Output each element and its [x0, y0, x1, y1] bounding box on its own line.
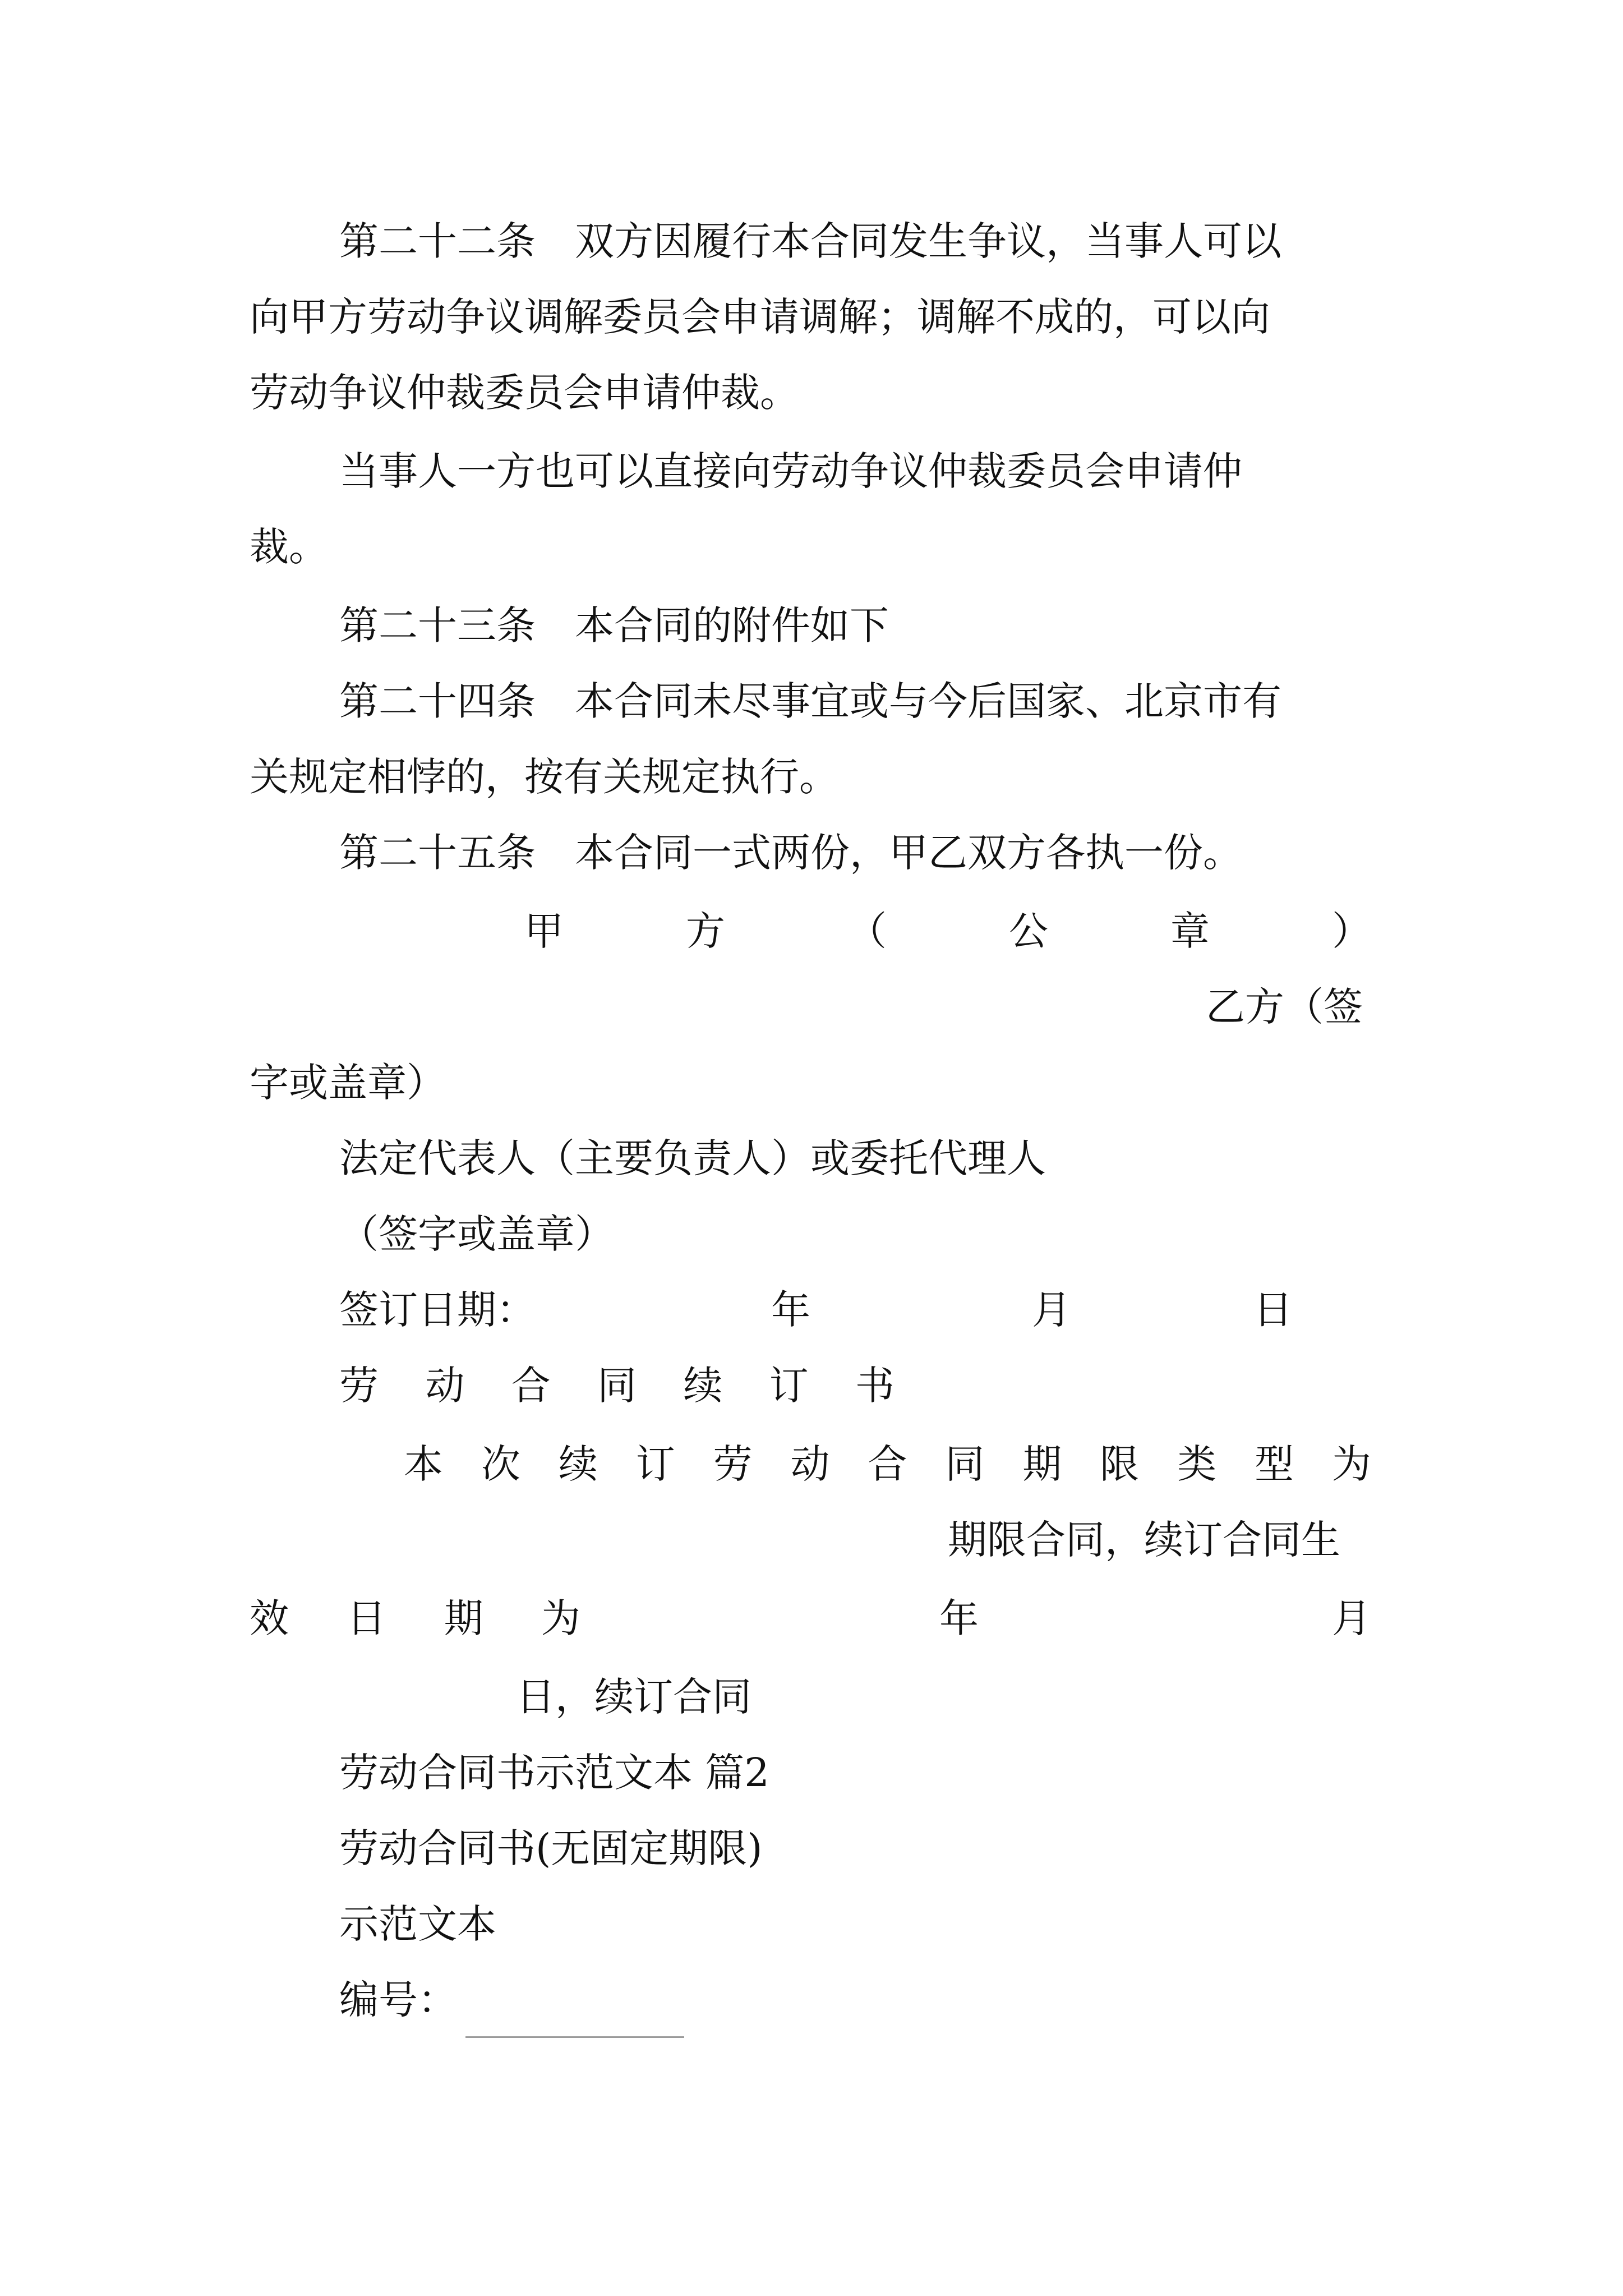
- renewal-title-char: 动: [425, 1363, 465, 1409]
- party-b-signature-line-1: 乙方（签: [1206, 984, 1363, 1030]
- article-24-line-2: 关规定相悖的，按有关规定执行。: [250, 754, 838, 800]
- renewal-type-char: 型: [1254, 1441, 1294, 1487]
- party-a-char: 甲: [524, 908, 564, 954]
- party-a-char: 章: [1170, 908, 1210, 954]
- renewal-type-char: 为: [1331, 1441, 1371, 1487]
- article-22-line-3: 劳动争议仲裁委员会申请仲裁。: [250, 370, 799, 416]
- renewal-effective-date-label: [250, 1593, 580, 1644]
- renewal-type-char: 次: [481, 1441, 520, 1487]
- renewal-title-char: 合: [511, 1363, 551, 1409]
- signing-date-day: 日: [1253, 1287, 1293, 1333]
- contract-subtitle: 劳动合同书(无固定期限): [339, 1825, 763, 1871]
- article-22-supplement-line-2: 裁。: [250, 524, 328, 570]
- renewal-type-char: 限: [1100, 1441, 1140, 1487]
- party-a-char: （: [847, 908, 887, 954]
- party-a-char: 方: [686, 908, 725, 954]
- party-a-seal-line: [524, 906, 1371, 956]
- signing-date-label: 签订日期：: [339, 1287, 536, 1333]
- article-22-line-1: 第二十二条 双方因履行本合同发生争议，当事人可以: [339, 218, 1281, 264]
- renewal-title: [339, 1360, 895, 1411]
- renewal-type-char: 期: [1022, 1441, 1062, 1487]
- legal-representative: 法定代表人（主要负责人）或委托代理人: [339, 1135, 1046, 1181]
- signing-date-year: 年: [771, 1287, 810, 1333]
- section-2-heading: 劳动合同书示范文本 篇2: [339, 1750, 769, 1796]
- sample-text-label: 示范文本: [339, 1901, 496, 1947]
- party-b-signature-line-2: 字或盖章）: [250, 1060, 446, 1106]
- article-23: 第二十三条 本合同的附件如下: [339, 602, 889, 648]
- renewal-term-type-line: [404, 1439, 1371, 1489]
- renewal-title-char: 书: [855, 1363, 895, 1409]
- renewal-title-char: 续: [683, 1363, 723, 1409]
- renewal-effective-date-line-2: 日，续订合同: [516, 1674, 751, 1720]
- renewal-type-char: 本: [404, 1441, 443, 1487]
- party-a-char: ）: [1332, 908, 1371, 954]
- renewal-effective-month: 月: [1332, 1595, 1371, 1641]
- renewal-type-char: 续: [558, 1441, 598, 1487]
- effective-date-char: 日: [347, 1595, 386, 1641]
- renewal-effective-year: 年: [939, 1595, 979, 1641]
- contract-number-label: 编号：: [339, 1977, 457, 2023]
- renewal-type-char: 动: [790, 1441, 830, 1487]
- effective-date-char: 期: [444, 1595, 483, 1641]
- article-24-line-1: 第二十四条 本合同未尽事宜或与今后国家、北京市有: [339, 678, 1281, 724]
- renewal-type-char: 订: [635, 1441, 675, 1487]
- party-a-char: 公: [1009, 908, 1048, 954]
- renewal-type-char: 合: [868, 1441, 907, 1487]
- renewal-term-type-line-2: 期限合同，续订合同生: [948, 1517, 1340, 1563]
- effective-date-char: 效: [250, 1595, 289, 1641]
- renewal-title-char: 订: [769, 1363, 809, 1409]
- renewal-type-char: 同: [945, 1441, 985, 1487]
- renewal-title-char: 劳: [339, 1363, 379, 1409]
- article-22-line-2: 向甲方劳动争议调解委员会申请调解；调解不成的，可以向: [250, 294, 1270, 340]
- effective-date-char: 为: [541, 1595, 580, 1641]
- renewal-type-char: 劳: [713, 1441, 753, 1487]
- contract-number-field[interactable]: [465, 2036, 684, 2038]
- article-25: 第二十五条 本合同一式两份，甲乙双方各执一份。: [339, 830, 1242, 876]
- signing-date-month: 月: [1032, 1287, 1071, 1333]
- renewal-type-char: 类: [1177, 1441, 1217, 1487]
- article-22-supplement-line-1: 当事人一方也可以直接向劳动争议仲裁委员会申请仲: [339, 448, 1242, 494]
- renewal-title-char: 同: [597, 1363, 637, 1409]
- sign-or-seal-note: （签字或盖章）: [339, 1211, 614, 1257]
